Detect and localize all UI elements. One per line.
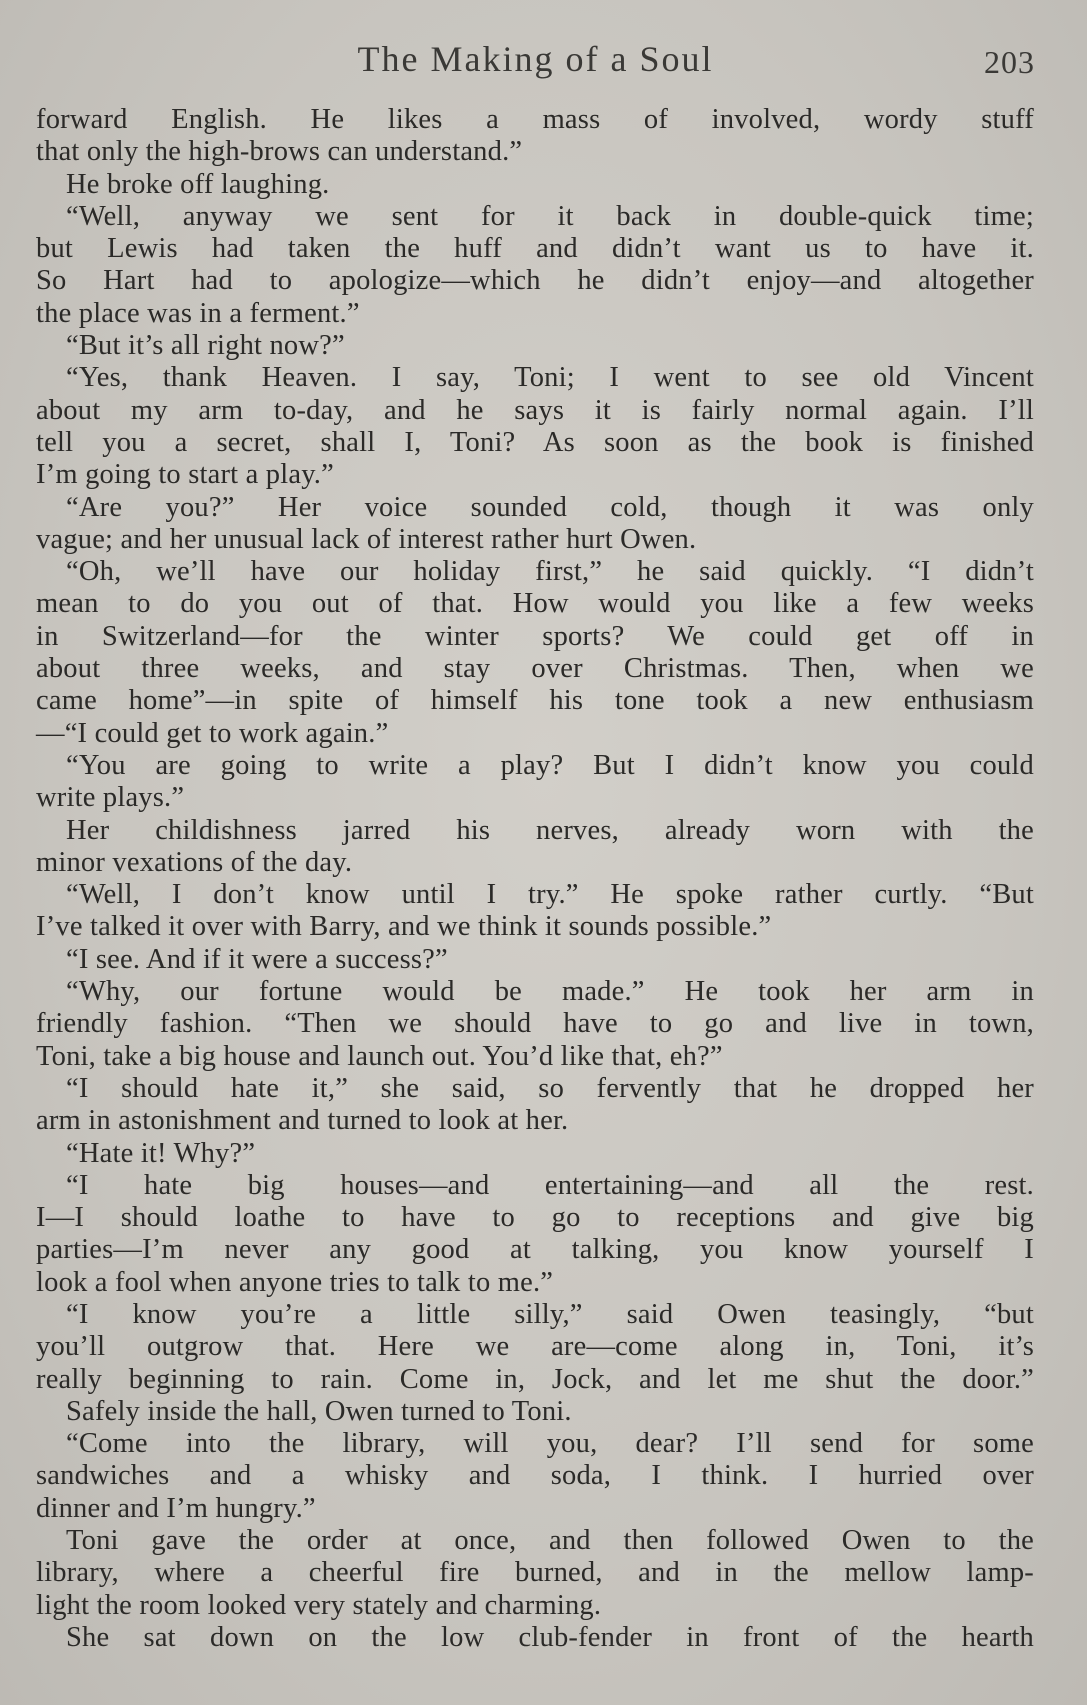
text-line: tell you a secret, shall I, Toni? As soon as the book is finished [36, 426, 1034, 458]
text-line: forward English. He likes a mass of involved, wordy stuff [36, 104, 1034, 135]
text-line: “Come into the library, will you, dear? I’ll send for some [66, 1428, 1034, 1460]
text-line: the place was in a ferment.” [36, 297, 360, 329]
text-line: “Yes, thank Heaven. I say, Toni; I went to see old Vincent [66, 362, 1034, 394]
page-header [36, 38, 1035, 88]
text-line: “I see. And if it were a success?” [66, 943, 448, 975]
text-line: “Well, anyway we sent for it back in double-quick time; [66, 200, 1034, 232]
text-line: “But it’s all right now?” [66, 330, 345, 362]
text-line: but Lewis had taken the huff and didn’t want us to have it. [36, 233, 1034, 265]
text-line: arm in astonishment and turned to look at her. [36, 1105, 569, 1137]
text-line: friendly fashion. “Then we should have to go and live in town, [36, 1008, 1034, 1040]
text-line: “You are going to write a play? But I didn’t know you could [66, 749, 1034, 781]
text-line: Toni, take a big house and launch out. You’d like that, eh?” [36, 1040, 723, 1072]
running-title: The Making of a Soul [357, 39, 714, 79]
text-line: “Are you?” Her voice sounded cold, though it was only [66, 491, 1034, 523]
text-line: light the room looked very stately and charming. [36, 1589, 602, 1621]
text-line: about three weeks, and stay over Christmas. Then, when we [36, 653, 1034, 685]
text-line: So Hart had to apologize—which he didn’t enjoy—and altogether [36, 265, 1034, 297]
text-line: came home”—in spite of himself his tone took a new enthusiasm [36, 685, 1034, 717]
text-line: “I should hate it,” she said, so fervently that he dropped her [66, 1072, 1034, 1104]
text-line: Toni gave the order at once, and then followed Owen to the [66, 1525, 1034, 1557]
text-line: “Hate it! Why?” [66, 1137, 256, 1169]
text-line: I’ve talked it over with Barry, and we think it sounds possible.” [36, 911, 772, 943]
text-line: about my arm to-day, and he says it is fairly normal again. I’ll [36, 394, 1034, 426]
text-line: “I hate big houses—and entertaining—and all the rest. [66, 1169, 1034, 1201]
text-line: parties—I’m never any good at talking, you know yourself I [36, 1234, 1034, 1266]
text-line: He broke off laughing. [66, 168, 330, 200]
text-line: Her childishness jarred his nerves, already worn with the [66, 814, 1034, 846]
text-line: —“I could get to work again.” [36, 717, 389, 749]
page-number: 203 [984, 44, 1035, 80]
text-line: “Oh, we’ll have our holiday first,” he said quickly. “I didn’t [66, 556, 1034, 588]
text-line: She sat down on the low club-fender in front of the hearth [66, 1621, 1034, 1653]
text-line: minor vexations of the day. [36, 846, 353, 878]
text-line: dinner and I’m hungry.” [36, 1492, 316, 1524]
text-line: I—I should loathe to have to go to receptions and give big [36, 1202, 1034, 1234]
text-line: vague; and her unusual lack of interest rather hurt Owen. [36, 523, 697, 555]
text-line: “Well, I don’t know until I try.” He spoke rather curtly. “But [66, 879, 1034, 911]
text-line: mean to do you out of that. How would you like a few weeks [36, 588, 1034, 620]
text-line: I’m going to start a play.” [36, 459, 334, 491]
text-line: write plays.” [36, 782, 185, 814]
text-line: really beginning to rain. Come in, Jock, and let me shut the door.” [36, 1363, 1034, 1395]
text-line: look a fool when anyone tries to talk to me.” [36, 1266, 554, 1298]
text-line: sandwiches and a whisky and soda, I think. I hurried over [36, 1460, 1034, 1492]
text-line: in Switzerland—for the winter sports? We could get off in [36, 620, 1034, 652]
text-line: Safely inside the hall, Owen turned to Toni. [66, 1395, 572, 1427]
text-line: “I know you’re a little silly,” said Owen teasingly, “but [66, 1298, 1034, 1330]
text-line: library, where a cheerful fire burned, and in the mellow lamp- [36, 1557, 1034, 1589]
text-line: that only the high-brows can understand.” [36, 136, 523, 168]
text-line: “Why, our fortune would be made.” He took her arm in [66, 976, 1034, 1008]
body-text [36, 104, 1034, 1654]
text-line: you’ll outgrow that. Here we are—come along in, Toni, it’s [36, 1331, 1034, 1363]
